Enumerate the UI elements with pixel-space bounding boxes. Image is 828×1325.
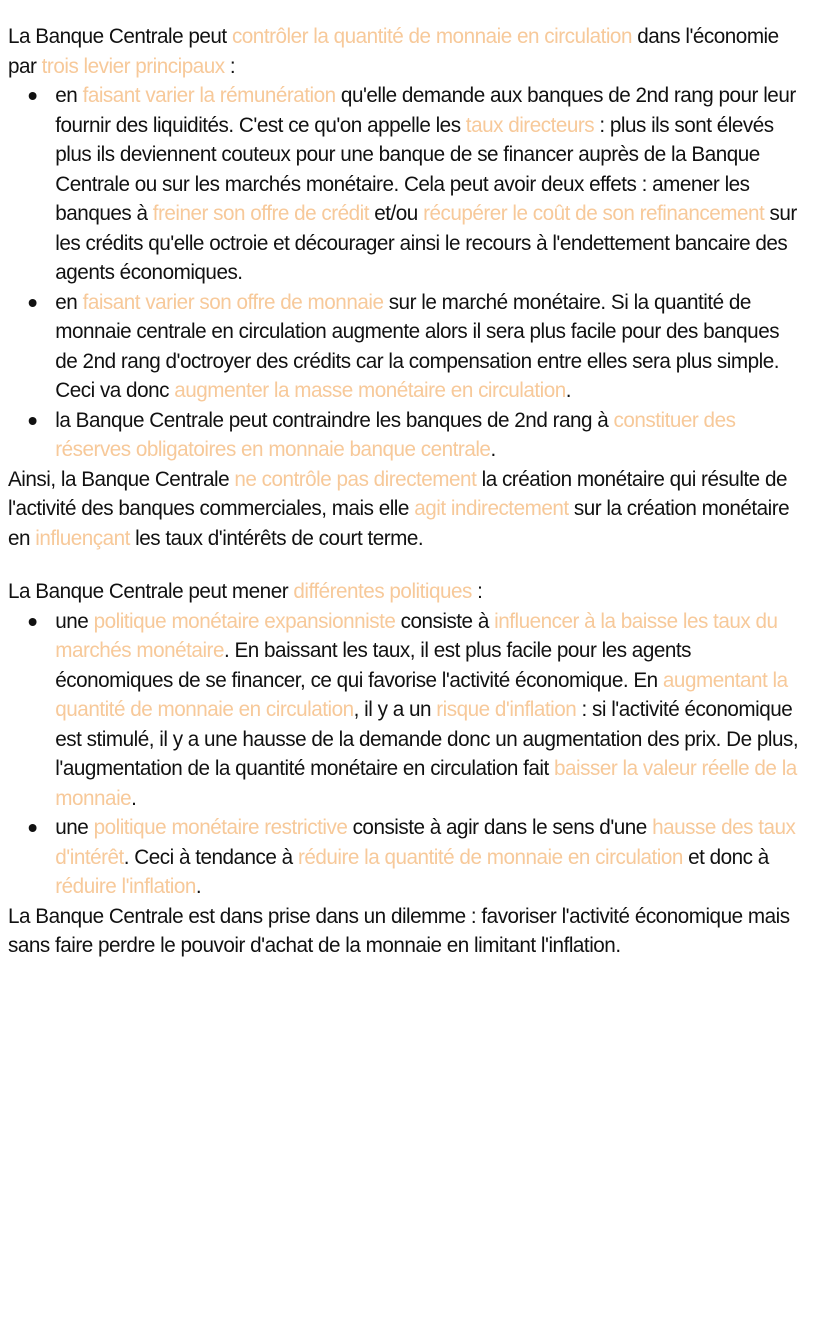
text-run: . Ceci à tendance à [123, 845, 298, 869]
text-run: sur les crédits qu'elle octroie et décourager ainsi le recours à l'endettement bancaire des agents économiques. [55, 202, 797, 284]
text-run: une [55, 816, 94, 839]
text-run: en [55, 84, 83, 107]
highlighted-term: faisant varier son offre de monnaie [82, 290, 384, 314]
highlighted-term: hausse des taux d'intérêt [55, 816, 796, 869]
text-run: . [131, 786, 137, 810]
text-run: La Banque Centrale peut [8, 25, 232, 48]
text-run: qu'elle demande aux banques de 2nd rang pour leur fournir des liquidités. C'est ce qu'on appelle les [55, 84, 796, 137]
text-run: : plus ils sont élevés plus ils deviennent couteux pour une banque de se financer auprès de la Banque Centrale ou sur les marchés monétaire. Cela peut avoir deux effets : amener les banques à [55, 113, 774, 225]
section2-conclusion [8, 902, 806, 961]
section1-intro [8, 22, 806, 81]
highlighted-term: faisant varier la rémunération [82, 84, 336, 107]
highlighted-term: baisser la valeur réelle de la monnaie [55, 757, 797, 810]
text-run: et donc à [682, 845, 769, 869]
section1-bullet-3 [55, 406, 806, 465]
text-run: sur la création monétaire en [8, 497, 790, 550]
highlighted-term: augmenter la masse monétaire en circulation [174, 379, 566, 402]
text-run: dans l'économie par [8, 25, 779, 78]
highlighted-term: politique monétaire expansionniste [93, 609, 396, 633]
text-run: La Banque Centrale est dans prise dans un dilemme : favoriser l'activité économique mais sans faire perdre le pouvoir d'achat de la monnaie en limitant l'inflation. [8, 904, 790, 957]
section2-bullet-1 [55, 607, 806, 814]
highlighted-term: ne contrôle pas directement [234, 467, 477, 491]
text-run: Ainsi, la Banque Centrale [8, 467, 235, 491]
section1-list [8, 81, 806, 465]
highlighted-term: influencer à la baisse les taux du marchés monétaire [55, 609, 778, 662]
highlighted-term: agit indirectement [414, 497, 569, 520]
highlighted-term: constituer des réserves obligatoires en monnaie banque centrale [55, 408, 736, 461]
text-run: une [55, 609, 94, 633]
highlighted-term: réduire l'inflation [55, 875, 196, 898]
text-run: : [471, 580, 483, 603]
text-run: consiste à [395, 609, 495, 633]
text-run: La Banque Centrale peut mener [8, 580, 294, 603]
highlighted-term: influençant [35, 526, 130, 550]
text-run: les taux d'intérêts de court terme. [129, 526, 424, 550]
highlighted-term: risque d'inflation [436, 698, 577, 721]
text-run: sur le marché monétaire. Si la quantité de monnaie centrale en circulation augmente alors il sera plus facile pour des banques de 2nd rang d'octroyer des crédits car la compensation entre elles sera plus simple. Ceci va donc [55, 290, 780, 402]
section-spacer [8, 553, 806, 577]
text-run: . En baissant les taux, il est plus facile pour les agents économiques de se financer, ce qui favorise l'activité économique. En [55, 639, 691, 692]
highlighted-term: politique monétaire restrictive [93, 816, 348, 839]
highlighted-term: récupérer le coût de son refinancement [423, 202, 765, 225]
section2-list [8, 607, 806, 902]
section2-intro [8, 577, 806, 607]
highlighted-term: taux directeurs [465, 113, 595, 137]
highlighted-term: contrôler la quantité de monnaie en circulation [231, 25, 632, 48]
text-run: la création monétaire qui résulte de l'activité des banques commerciales, mais elle [8, 467, 787, 520]
text-run: et/ou [369, 202, 424, 225]
highlighted-term: freiner son offre de crédit [152, 202, 370, 225]
text-run: la Banque Centrale peut contraindre les banques de 2nd rang à [55, 408, 614, 432]
highlighted-term: réduire la quantité de monnaie en circulation [297, 845, 683, 869]
text-run: : [224, 54, 236, 78]
highlighted-term: différentes politiques [293, 580, 472, 603]
text-run: . [490, 438, 496, 461]
document-body [8, 22, 806, 961]
text-run: en [55, 290, 83, 314]
section2-bullet-2 [55, 813, 806, 902]
section1-conclusion [8, 465, 806, 554]
text-run: , il y a un [353, 698, 437, 721]
section1-bullet-2 [55, 288, 806, 406]
text-run: . [565, 379, 572, 402]
text-run: consiste à agir dans le sens d'une [347, 816, 653, 839]
text-run: . [195, 875, 202, 898]
highlighted-term: trois levier principaux [41, 54, 225, 78]
highlighted-term: augmentant la quantité de monnaie en circulation [55, 668, 788, 721]
section1-bullet-1 [55, 81, 806, 288]
text-run: : si l'activité économique est stimulé, il y a une hausse de la demande donc un augmentation des prix. De plus, l'augmentation de la quantité monétaire en circulation fait [55, 698, 799, 780]
